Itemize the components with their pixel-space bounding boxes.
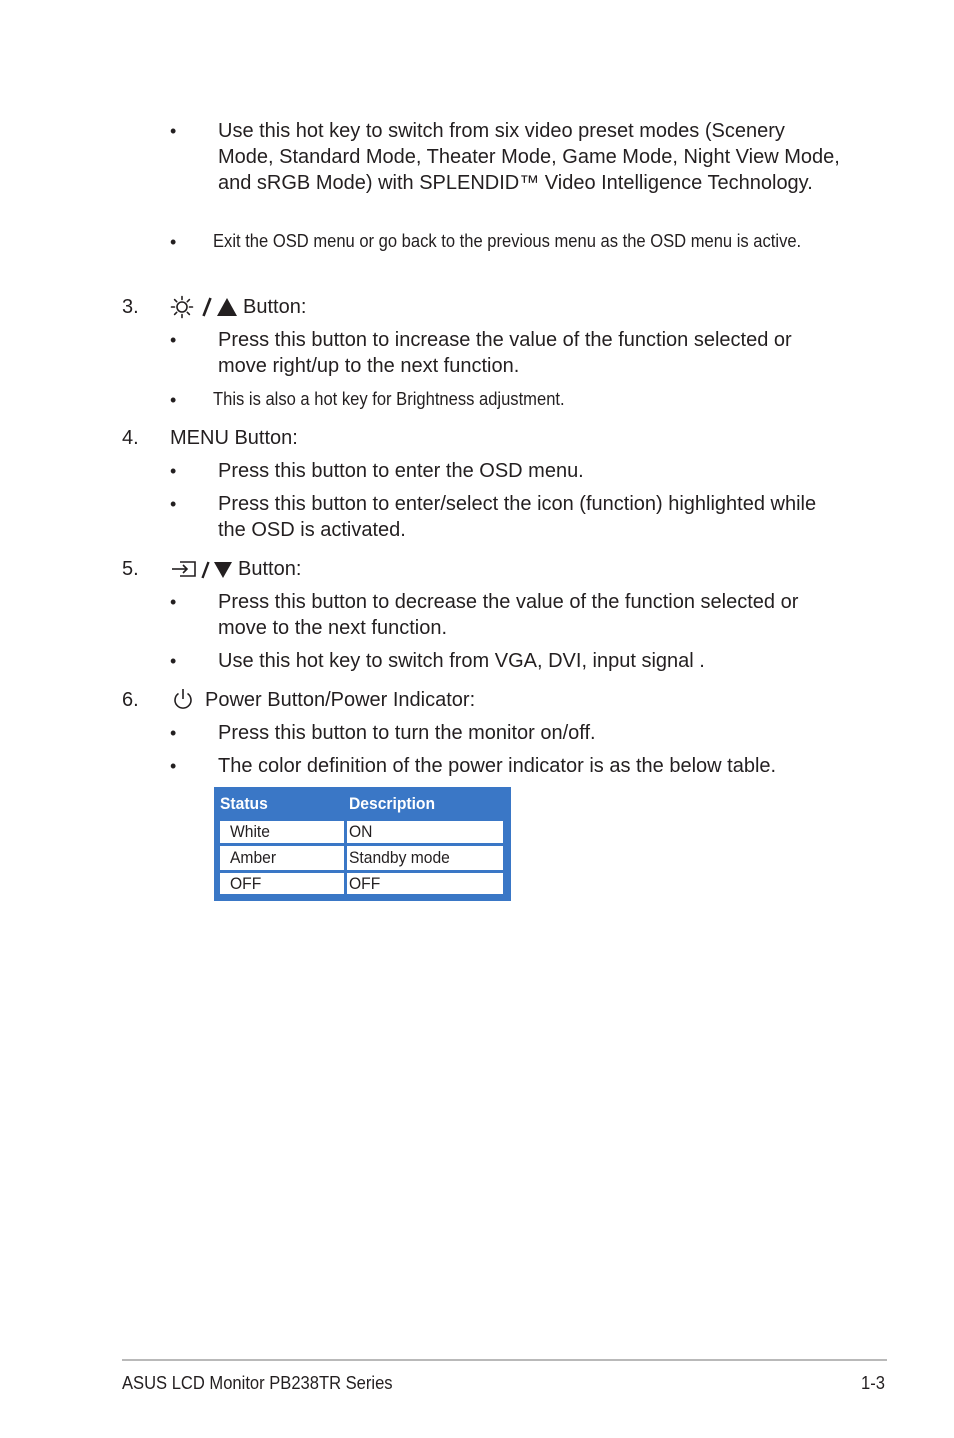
- bullet-text-color-definition: The color definition of the power indicator is as the below table.: [218, 755, 777, 777]
- bullet-text-enter-osd: Press this button to enter the OSD menu.: [218, 460, 584, 482]
- list-number-4: 4.: [122, 427, 139, 449]
- bullet-marker: •: [170, 723, 177, 743]
- list-number-6: 6.: [122, 689, 139, 711]
- table-cell: Standby mode: [347, 846, 503, 870]
- table-header-status: Status: [220, 794, 268, 813]
- bullet-marker: •: [170, 121, 177, 141]
- table-cell: OFF: [220, 873, 344, 894]
- bullet-text-power-on-off: Press this button to turn the monitor on/off.: [218, 722, 596, 744]
- bullet-text-exit-osd: Exit the OSD menu or go back to the previous menu as the OSD menu is active.: [213, 231, 802, 251]
- bullet-text-preset-modes: Use this hot key to switch from six video preset modes (Scenery Mode, Standard Mode, Theater Mode, Game Mode, Night View Mode, and sRGB Mode) with SPLENDID™ Video Intelligence Technology.: [218, 120, 840, 194]
- list-number-3: 3.: [122, 296, 139, 318]
- slash-icon: [202, 295, 212, 319]
- item-5-label: Button:: [238, 558, 302, 580]
- item-5-heading: [170, 556, 301, 582]
- item-3-label: Button:: [243, 296, 307, 318]
- brightness-sun-icon: [170, 295, 194, 319]
- item-4-heading: MENU Button:: [170, 427, 298, 449]
- list-number-5: 5.: [122, 558, 139, 580]
- bullet-text-increase: Press this button to increase the value of the function selected or move right/up to the next function.: [218, 329, 792, 377]
- down-triangle-icon: [213, 559, 233, 579]
- up-triangle-icon: [216, 296, 238, 318]
- table-header-description: Description: [349, 794, 436, 813]
- bullet-marker: •: [170, 330, 177, 350]
- bullet-marker: •: [170, 592, 177, 612]
- bullet-text-input-signal: Use this hot key to switch from VGA, DVI, input signal .: [218, 650, 705, 672]
- input-source-icon: [170, 558, 200, 580]
- power-icon: [170, 687, 196, 713]
- item-6-label: Power Button/Power Indicator:: [205, 689, 476, 711]
- bullet-marker: •: [170, 494, 177, 514]
- bullet-marker: •: [170, 756, 177, 776]
- footer-title: ASUS LCD Monitor PB238TR Series: [122, 1373, 393, 1393]
- table-cell: Amber: [220, 846, 344, 870]
- bullet-text-decrease: Press this button to decrease the value of the function selected or move to the next function.: [218, 591, 799, 639]
- table-cell: White: [220, 821, 344, 843]
- bullet-marker: •: [170, 651, 177, 671]
- item-3-heading: [170, 294, 306, 320]
- page-number: 1-3: [861, 1373, 885, 1393]
- footer-divider: [122, 1359, 887, 1361]
- table-cell: OFF: [347, 873, 503, 894]
- bullet-marker: •: [170, 232, 177, 252]
- item-6-heading: [170, 687, 475, 713]
- bullet-text-brightness-hotkey: This is also a hot key for Brightness adjustment.: [213, 389, 565, 409]
- power-indicator-table: [214, 787, 511, 901]
- bullet-marker: •: [170, 461, 177, 481]
- bullet-marker: •: [170, 390, 177, 410]
- table-cell: ON: [347, 821, 503, 843]
- bullet-text-select-icon: Press this button to enter/select the icon (function) highlighted while the OSD is activated.: [218, 493, 817, 541]
- slash-icon: [201, 558, 210, 580]
